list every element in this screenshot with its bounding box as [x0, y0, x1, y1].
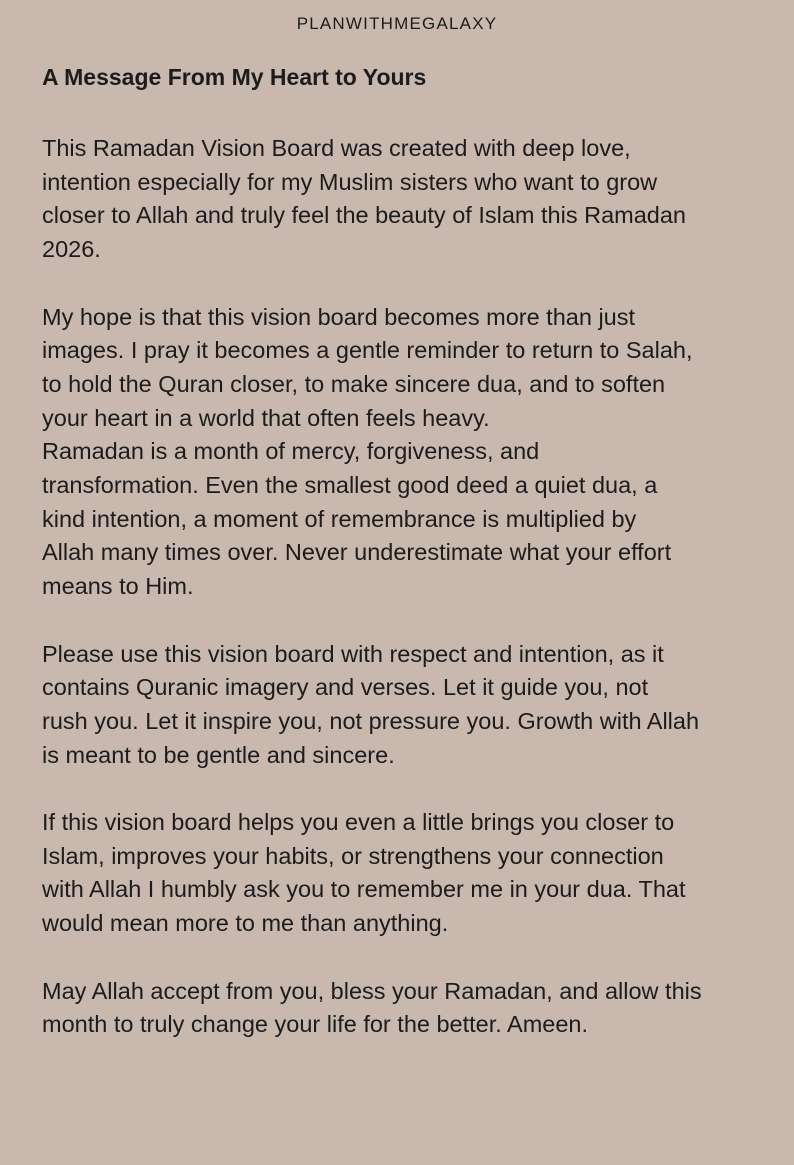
paragraph-5: If this vision board helps you even a little brings you closer to Islam, improves your habits, or strengthens your connection with Allah I humbly ask you to remember me in your dua. That would mean more to me than anything.: [42, 809, 686, 937]
paragraph-6: May Allah accept from you, bless your Ramadan, and allow this month to truly change your life for the better. Ameen.: [42, 977, 702, 1038]
paragraph-1: This Ramadan Vision Board was created with deep love, intention especially for my Muslim sisters who want to grow closer to Allah and truly feel the beauty of Islam this Ramadan 2026.: [42, 135, 686, 263]
message-heading: A Message From My Heart to Yours: [42, 64, 427, 90]
paragraph-2: My hope is that this vision board becomes more than just images. I pray it becomes a gentle reminder to return to Salah, to hold the Quran closer, to make sincere dua, and to soften your heart in a world that often feels heavy.: [42, 303, 693, 431]
paragraph-4: Please use this vision board with respect and intention, as it contains Quranic imagery and verses. Let it guide you, not rush you. Let it inspire you, not pressure you. Growth with Allah is meant to be gentle and sincere.: [42, 640, 700, 768]
brand-header: PLANWITHMEGALAXY: [296, 14, 498, 33]
message-content: [42, 62, 762, 1042]
paragraph-3: Ramadan is a month of mercy, forgiveness, and transformation. Even the smallest good deed a quiet dua, a kind intention, a moment of remembrance is multiplied by Allah many times over. Never underestimate what your effort means to Him.: [42, 438, 672, 600]
